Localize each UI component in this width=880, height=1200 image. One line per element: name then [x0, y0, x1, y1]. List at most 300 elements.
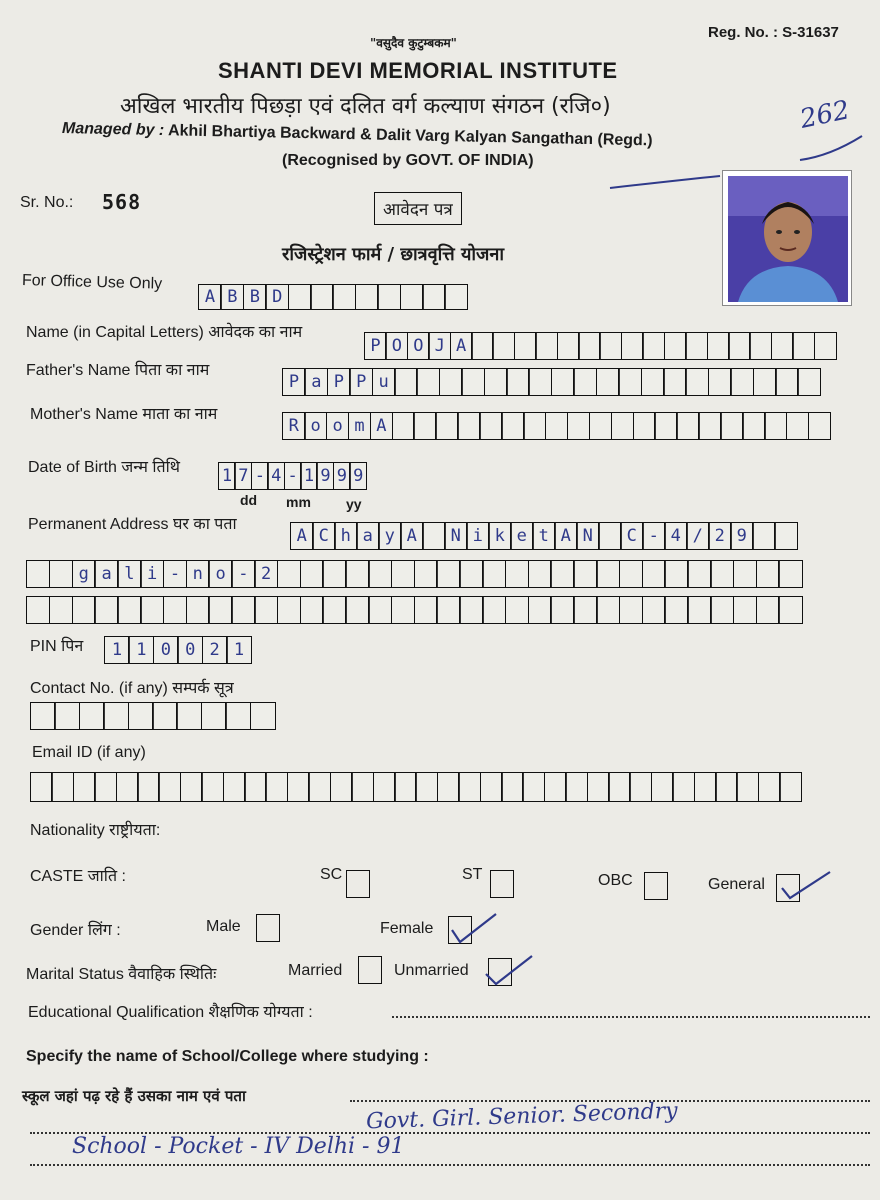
email-cell[interactable] — [394, 772, 417, 802]
gender-female-label: Female — [380, 920, 434, 937]
mother-name-cell[interactable] — [633, 412, 657, 440]
email-cell[interactable] — [651, 772, 674, 802]
name-cell[interactable] — [792, 332, 815, 360]
email-cell[interactable] — [287, 772, 310, 802]
office-use-cell[interactable] — [332, 284, 356, 310]
email-cell[interactable] — [587, 772, 610, 802]
mother-name-cell[interactable]: A — [370, 412, 394, 440]
contact-input-boxes[interactable] — [30, 702, 274, 730]
dob-input-boxes[interactable] — [218, 462, 366, 490]
email-cell[interactable] — [116, 772, 139, 802]
father-name-cell[interactable] — [573, 368, 597, 396]
marital-unmarried-label: Unmarried — [394, 962, 469, 979]
address-line1-cell[interactable] — [774, 522, 798, 550]
contact-cell[interactable] — [201, 702, 227, 730]
email-cell[interactable] — [223, 772, 246, 802]
address-line2-boxes[interactable] — [26, 560, 801, 588]
address-line1-cell[interactable]: N — [576, 522, 600, 550]
mother-name-cell[interactable] — [720, 412, 744, 440]
dob-mm-hint: mm — [286, 494, 311, 510]
recognised-text: (Recognised by GOVT. OF INDIA) — [282, 152, 534, 169]
motto: "वसुदैव कुटुम्बकम" — [370, 36, 457, 50]
address-line2-cell[interactable] — [710, 560, 734, 588]
school-label-hi: स्कूल जहां पढ़ रहे हैं उसका नाम एवं पता — [22, 1087, 246, 1105]
email-cell[interactable] — [137, 772, 160, 802]
office-use-cell[interactable]: A — [198, 284, 222, 310]
contact-cell[interactable] — [250, 702, 276, 730]
pin-cell[interactable]: 2 — [202, 636, 228, 664]
name-cell[interactable] — [471, 332, 494, 360]
father-name-cell[interactable] — [596, 368, 620, 396]
contact-cell[interactable] — [54, 702, 80, 730]
name-cell[interactable] — [771, 332, 794, 360]
address-line3-cell[interactable] — [368, 596, 392, 624]
margin-number: 262 — [797, 95, 853, 135]
marital-married-checkbox[interactable] — [358, 956, 382, 984]
office-use-cell[interactable] — [444, 284, 468, 310]
mother-name-cell[interactable]: o — [326, 412, 350, 440]
email-cell[interactable] — [629, 772, 652, 802]
managed-by-label: Managed by : — [61, 120, 165, 140]
form-subtitle: रजिस्ट्रेशन फार्म / छात्रवृत्ति योजना — [282, 244, 505, 265]
caste-general-checkmark — [776, 864, 836, 904]
address-line1-cell[interactable]: t — [532, 522, 556, 550]
address-line3-cell[interactable] — [573, 596, 597, 624]
name-cell[interactable] — [535, 332, 558, 360]
name-cell[interactable] — [728, 332, 751, 360]
caste-st-label: ST — [462, 866, 483, 883]
email-cell[interactable] — [544, 772, 567, 802]
name-input-boxes[interactable] — [364, 332, 835, 360]
address-line2-cell[interactable] — [642, 560, 666, 588]
contact-cell[interactable] — [79, 702, 105, 730]
address-line3-cell[interactable] — [26, 596, 50, 624]
email-cell[interactable] — [51, 772, 74, 802]
address-line1-cell[interactable] — [752, 522, 776, 550]
email-cell[interactable] — [565, 772, 588, 802]
address-line2-cell[interactable] — [550, 560, 574, 588]
father-name-cell[interactable] — [753, 368, 777, 396]
email-cell[interactable] — [779, 772, 802, 802]
pin-cell[interactable]: 1 — [226, 636, 252, 664]
email-cell[interactable] — [244, 772, 267, 802]
office-use-label: For Office Use Only — [21, 272, 163, 293]
address-line3-cell[interactable] — [436, 596, 460, 624]
name-cell[interactable] — [685, 332, 708, 360]
email-cell[interactable] — [330, 772, 353, 802]
email-cell[interactable] — [180, 772, 203, 802]
caste-obc-label: OBC — [598, 872, 633, 889]
education-label: Educational Qualification शैक्षणिक योग्यता : — [28, 1004, 313, 1021]
address-line1-cell[interactable]: 2 — [708, 522, 732, 550]
contact-cell[interactable] — [30, 702, 56, 730]
name-label: Name (in Capital Letters) आवेदक का नाम — [26, 324, 303, 341]
caste-obc-checkbox[interactable] — [644, 872, 668, 900]
address-line2-cell[interactable]: a — [94, 560, 118, 588]
father-name-cell[interactable] — [775, 368, 799, 396]
dob-yy-hint: yy — [346, 496, 362, 512]
address-line2-cell[interactable] — [345, 560, 369, 588]
mother-name-cell[interactable]: o — [304, 412, 328, 440]
address-line2-cell[interactable]: o — [208, 560, 232, 588]
contact-cell[interactable] — [176, 702, 202, 730]
father-name-cell[interactable] — [506, 368, 530, 396]
contact-cell[interactable] — [225, 702, 251, 730]
caste-sc-label: SC — [320, 866, 343, 883]
pin-cell[interactable]: 1 — [128, 636, 154, 664]
father-name-cell[interactable] — [730, 368, 754, 396]
mother-name-cell[interactable] — [435, 412, 459, 440]
pin-cell[interactable]: 0 — [153, 636, 179, 664]
hindi-org-name: अखिल भारतीय पिछड़ा एवं दलित वर्ग कल्याण संगठन (रजि०) — [120, 94, 611, 119]
address-label: Permanent Address घर का पता — [28, 516, 237, 533]
address-line2-cell[interactable]: n — [186, 560, 210, 588]
address-line3-cell[interactable] — [459, 596, 483, 624]
address-line2-cell[interactable] — [436, 560, 460, 588]
email-cell[interactable] — [715, 772, 738, 802]
gender-label: Gender लिंग : — [30, 922, 121, 939]
father-name-cell[interactable]: a — [304, 368, 328, 396]
dob-cell[interactable]: 1 — [218, 462, 236, 490]
address-line2-cell[interactable] — [596, 560, 620, 588]
address-line3-cell[interactable] — [254, 596, 278, 624]
address-line3-cell[interactable] — [414, 596, 438, 624]
father-name-label: Father's Name पिता का नाम — [26, 362, 210, 379]
father-name-cell[interactable] — [551, 368, 575, 396]
address-line3-cell[interactable] — [710, 596, 734, 624]
address-line3-cell[interactable] — [277, 596, 301, 624]
address-line3-cell[interactable] — [391, 596, 415, 624]
father-name-cell[interactable] — [618, 368, 642, 396]
marital-label: Marital Status वैवाहिक स्थितिः — [26, 966, 217, 983]
address-line3-cell[interactable] — [596, 596, 620, 624]
marital-unmarried-checkmark — [478, 950, 538, 990]
address-line1-boxes[interactable] — [290, 522, 796, 550]
dob-cell[interactable]: 9 — [316, 462, 334, 490]
marital-married-label: Married — [288, 962, 343, 979]
contact-cell[interactable] — [103, 702, 129, 730]
dob-cell[interactable]: - — [251, 462, 269, 490]
email-cell[interactable] — [608, 772, 631, 802]
caste-sc-checkbox[interactable] — [346, 870, 370, 898]
email-cell[interactable] — [265, 772, 288, 802]
father-name-cell[interactable] — [797, 368, 821, 396]
address-line2-cell[interactable] — [573, 560, 597, 588]
mother-name-cell[interactable]: m — [348, 412, 372, 440]
father-name-cell[interactable]: u — [372, 368, 396, 396]
father-name-cell[interactable] — [484, 368, 508, 396]
email-cell[interactable] — [73, 772, 96, 802]
address-line3-cell[interactable] — [778, 596, 802, 624]
address-line2-cell[interactable]: g — [72, 560, 96, 588]
address-line2-cell[interactable] — [459, 560, 483, 588]
address-line3-cell[interactable] — [687, 596, 711, 624]
mother-name-cell[interactable] — [589, 412, 613, 440]
name-cell[interactable] — [514, 332, 537, 360]
name-cell[interactable] — [557, 332, 580, 360]
office-use-cell[interactable] — [288, 284, 312, 310]
gender-male-checkbox[interactable] — [256, 914, 280, 942]
gender-male-label: Male — [206, 918, 241, 935]
address-line2-cell[interactable] — [619, 560, 643, 588]
pin-cell[interactable]: 1 — [104, 636, 130, 664]
sr-no-value: 568 — [102, 190, 142, 214]
dob-cell[interactable]: 9 — [333, 462, 351, 490]
address-line3-cell[interactable] — [163, 596, 187, 624]
mother-name-cell[interactable] — [545, 412, 569, 440]
address-line2-cell[interactable]: - — [231, 560, 255, 588]
email-cell[interactable] — [758, 772, 781, 802]
sr-no-label: Sr. No.: — [20, 194, 74, 211]
address-line1-cell[interactable]: - — [642, 522, 666, 550]
address-line2-cell[interactable]: l — [117, 560, 141, 588]
office-use-cell[interactable]: D — [265, 284, 289, 310]
address-line3-cell[interactable] — [72, 596, 96, 624]
address-line3-cell[interactable] — [642, 596, 666, 624]
name-cell[interactable] — [599, 332, 622, 360]
school-handwritten-line1: Govt. Girl. Senior. Secondry — [365, 1098, 679, 1135]
address-line1-cell[interactable]: 4 — [664, 522, 688, 550]
address-line3-cell[interactable] — [733, 596, 757, 624]
address-line1-cell[interactable]: i — [466, 522, 490, 550]
mother-name-cell[interactable] — [501, 412, 525, 440]
mother-name-cell[interactable] — [742, 412, 766, 440]
address-line2-cell[interactable] — [49, 560, 73, 588]
address-line2-cell[interactable] — [414, 560, 438, 588]
email-cell[interactable] — [458, 772, 481, 802]
name-cell[interactable]: A — [450, 332, 473, 360]
dob-dd-hint: dd — [240, 492, 258, 508]
mother-name-cell[interactable] — [457, 412, 481, 440]
nationality-label: Nationality राष्ट्रीयता: — [30, 822, 161, 839]
office-use-cell[interactable] — [355, 284, 379, 310]
address-line2-cell[interactable] — [277, 560, 301, 588]
address-line2-cell[interactable]: - — [163, 560, 187, 588]
address-line3-cell[interactable] — [505, 596, 529, 624]
name-cell[interactable] — [707, 332, 730, 360]
mother-name-cell[interactable] — [523, 412, 547, 440]
address-line3-cell[interactable] — [140, 596, 164, 624]
applicant-photo — [722, 170, 852, 306]
address-line1-cell[interactable]: / — [686, 522, 710, 550]
address-line3-cell[interactable] — [619, 596, 643, 624]
address-line2-cell[interactable] — [482, 560, 506, 588]
name-cell[interactable] — [492, 332, 515, 360]
address-line2-cell[interactable] — [778, 560, 802, 588]
mother-name-cell[interactable] — [611, 412, 635, 440]
father-name-cell[interactable] — [416, 368, 440, 396]
mother-name-cell[interactable] — [786, 412, 810, 440]
email-cell[interactable] — [437, 772, 460, 802]
father-name-input-boxes[interactable] — [282, 368, 820, 396]
address-line3-cell[interactable] — [664, 596, 688, 624]
father-name-cell[interactable] — [528, 368, 552, 396]
father-name-cell[interactable] — [439, 368, 463, 396]
address-line2-cell[interactable] — [687, 560, 711, 588]
managed-by-org: Akhil Bhartiya Backward & Dalit Varg Kalyan Sangathan (Regd.) — [167, 122, 653, 150]
address-line1-cell[interactable]: A — [290, 522, 314, 550]
gender-female-checkmark — [446, 904, 506, 948]
name-cell[interactable] — [642, 332, 665, 360]
school-handwritten-line2: School - Pocket - IV Delhi - 91 — [72, 1134, 405, 1159]
address-line2-cell[interactable] — [322, 560, 346, 588]
dob-cell[interactable]: 1 — [300, 462, 318, 490]
mother-name-cell[interactable] — [654, 412, 678, 440]
office-use-cell[interactable] — [310, 284, 334, 310]
caste-label: CASTE जाति : — [30, 868, 126, 885]
pin-cell[interactable]: 0 — [177, 636, 203, 664]
address-line1-cell[interactable]: N — [444, 522, 468, 550]
dob-label: Date of Birth जन्म तिथि — [28, 459, 180, 476]
dob-cell[interactable]: 9 — [349, 462, 367, 490]
mother-name-label: Mother's Name माता का नाम — [30, 406, 218, 423]
email-cell[interactable] — [736, 772, 759, 802]
name-cell[interactable] — [578, 332, 601, 360]
office-use-cell[interactable] — [377, 284, 401, 310]
institute-name: SHANTI DEVI MEMORIAL INSTITUTE — [218, 58, 618, 83]
father-name-cell[interactable] — [708, 368, 732, 396]
address-line3-cell[interactable] — [756, 596, 780, 624]
email-cell[interactable] — [522, 772, 545, 802]
office-use-boxes[interactable] — [198, 284, 467, 310]
father-name-cell[interactable] — [641, 368, 665, 396]
address-line1-cell[interactable]: C — [620, 522, 644, 550]
name-cell[interactable] — [664, 332, 687, 360]
mother-name-cell[interactable] — [479, 412, 503, 440]
father-name-cell[interactable]: P — [327, 368, 351, 396]
address-line1-cell[interactable]: A — [400, 522, 424, 550]
reg-no: Reg. No. : S-31637 — [708, 24, 839, 41]
aavedan-patra-box: आवेदन पत्र — [374, 192, 462, 225]
address-line1-cell[interactable]: e — [510, 522, 534, 550]
name-cell[interactable] — [749, 332, 772, 360]
caste-general-label: General — [708, 876, 765, 893]
email-cell[interactable] — [201, 772, 224, 802]
address-line1-cell[interactable]: 9 — [730, 522, 754, 550]
email-cell[interactable] — [694, 772, 717, 802]
contact-label: Contact No. (if any) सम्पर्क सूत्र — [30, 680, 234, 697]
address-line3-cell[interactable] — [94, 596, 118, 624]
managed-by — [62, 120, 653, 150]
name-cell[interactable] — [621, 332, 644, 360]
father-name-cell[interactable]: P — [282, 368, 306, 396]
mother-name-cell[interactable] — [698, 412, 722, 440]
name-cell[interactable] — [814, 332, 837, 360]
address-line2-cell[interactable] — [756, 560, 780, 588]
address-line1-cell[interactable]: y — [378, 522, 402, 550]
office-use-cell[interactable]: B — [220, 284, 244, 310]
contact-cell[interactable] — [152, 702, 178, 730]
email-cell[interactable] — [308, 772, 331, 802]
email-input-boxes[interactable] — [30, 772, 801, 802]
office-use-cell[interactable] — [422, 284, 446, 310]
address-line3-cell[interactable] — [117, 596, 141, 624]
address-line1-cell[interactable]: h — [334, 522, 358, 550]
caste-st-checkbox[interactable] — [490, 870, 514, 898]
father-name-cell[interactable] — [394, 368, 418, 396]
address-line3-cell[interactable] — [300, 596, 324, 624]
mother-name-cell[interactable]: R — [282, 412, 306, 440]
address-line2-cell[interactable] — [528, 560, 552, 588]
photo-image — [728, 176, 848, 302]
name-cell[interactable]: J — [428, 332, 451, 360]
dob-cell[interactable]: 7 — [234, 462, 252, 490]
mother-name-cell[interactable] — [808, 412, 832, 440]
address-line2-cell[interactable] — [505, 560, 529, 588]
address-line2-cell[interactable] — [391, 560, 415, 588]
name-cell[interactable]: O — [407, 332, 430, 360]
email-label: Email ID (if any) — [32, 744, 146, 761]
email-cell[interactable] — [373, 772, 396, 802]
address-line3-cell[interactable] — [208, 596, 232, 624]
address-line3-cell[interactable] — [322, 596, 346, 624]
email-cell[interactable] — [94, 772, 117, 802]
father-name-cell[interactable]: P — [349, 368, 373, 396]
office-use-cell[interactable]: B — [243, 284, 267, 310]
email-cell[interactable] — [480, 772, 503, 802]
mother-name-cell[interactable] — [764, 412, 788, 440]
mother-name-cell[interactable] — [413, 412, 437, 440]
school-label-en: Specify the name of School/College where studying : — [26, 1048, 429, 1065]
address-line2-cell[interactable] — [26, 560, 50, 588]
mother-name-cell[interactable] — [676, 412, 700, 440]
address-line3-cell[interactable] — [345, 596, 369, 624]
address-line3-cell[interactable] — [550, 596, 574, 624]
education-line[interactable] — [392, 1016, 870, 1018]
office-use-cell[interactable] — [400, 284, 424, 310]
address-line3-cell[interactable] — [482, 596, 506, 624]
address-line2-cell[interactable] — [368, 560, 392, 588]
address-line1-cell[interactable]: A — [554, 522, 578, 550]
address-line3-cell[interactable] — [186, 596, 210, 624]
mother-name-cell[interactable] — [567, 412, 591, 440]
contact-cell[interactable] — [128, 702, 154, 730]
dob-cell[interactable]: 4 — [267, 462, 285, 490]
address-line1-cell[interactable]: k — [488, 522, 512, 550]
address-line3-cell[interactable] — [528, 596, 552, 624]
pin-input-boxes[interactable] — [104, 636, 250, 664]
father-name-cell[interactable] — [685, 368, 709, 396]
email-cell[interactable] — [415, 772, 438, 802]
address-line1-cell[interactable]: C — [312, 522, 336, 550]
address-line2-cell[interactable] — [300, 560, 324, 588]
father-name-cell[interactable] — [461, 368, 485, 396]
father-name-cell[interactable] — [663, 368, 687, 396]
mother-name-input-boxes[interactable] — [282, 412, 830, 440]
address-line3-cell[interactable] — [49, 596, 73, 624]
email-cell[interactable] — [351, 772, 374, 802]
address-line2-cell[interactable]: i — [140, 560, 164, 588]
email-cell[interactable] — [501, 772, 524, 802]
address-line3-boxes[interactable] — [26, 596, 801, 624]
address-line1-cell[interactable] — [422, 522, 446, 550]
address-line1-cell[interactable]: a — [356, 522, 380, 550]
address-line2-cell[interactable] — [733, 560, 757, 588]
school-line-3[interactable] — [30, 1164, 870, 1166]
mother-name-cell[interactable] — [392, 412, 416, 440]
email-cell[interactable] — [672, 772, 695, 802]
address-line3-cell[interactable] — [231, 596, 255, 624]
name-cell[interactable]: P — [364, 332, 387, 360]
name-cell[interactable]: O — [385, 332, 408, 360]
dob-cell[interactable]: - — [284, 462, 302, 490]
email-cell[interactable] — [30, 772, 53, 802]
email-cell[interactable] — [158, 772, 181, 802]
address-line2-cell[interactable]: 2 — [254, 560, 278, 588]
address-line1-cell[interactable] — [598, 522, 622, 550]
address-line2-cell[interactable] — [664, 560, 688, 588]
pin-label: PIN पिन — [30, 638, 84, 655]
